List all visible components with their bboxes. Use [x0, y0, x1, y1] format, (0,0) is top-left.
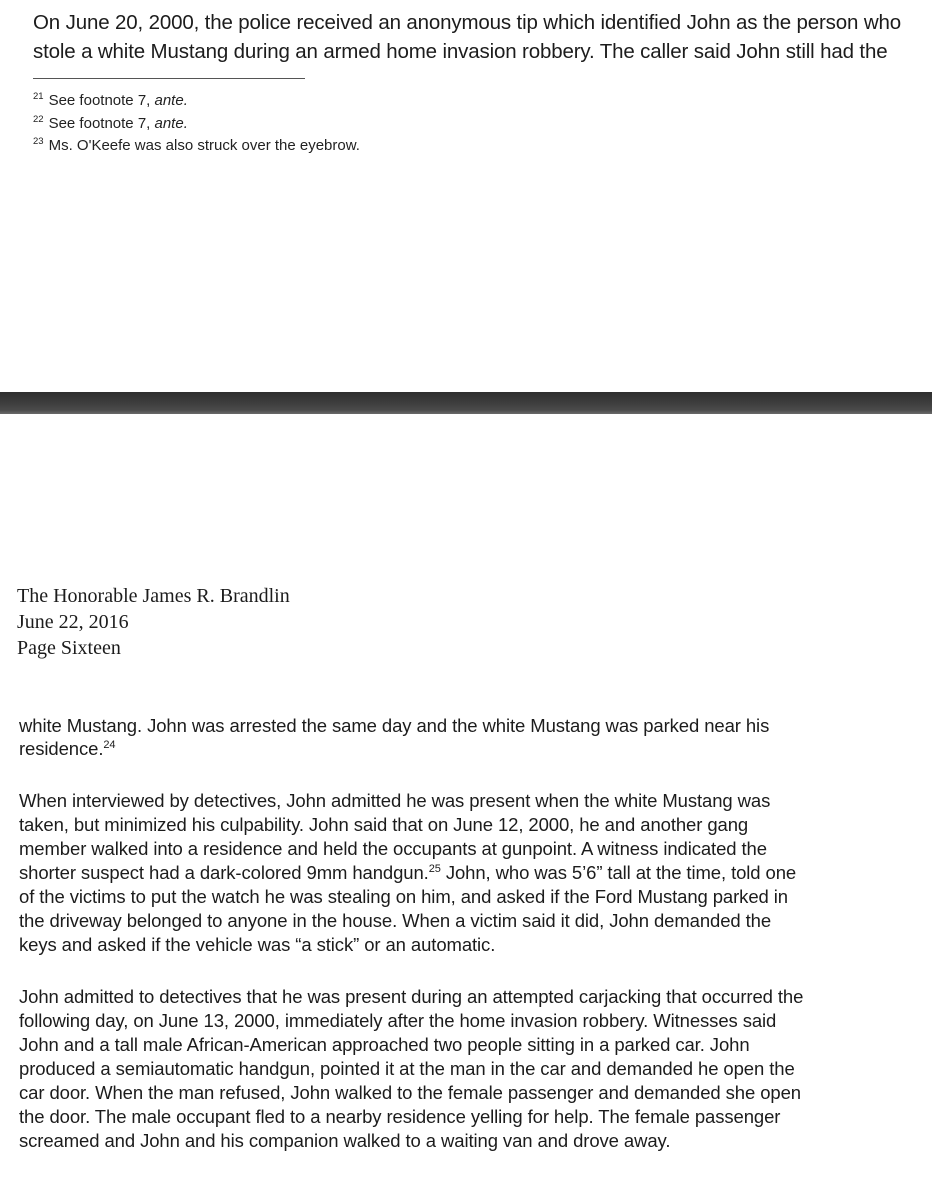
letter-page-number: Page Sixteen: [17, 637, 121, 659]
letter-addressee: The Honorable James R. Brandlin: [17, 585, 290, 607]
paragraph-line: John admitted to detectives that he was present during an attempted carjacking that occurred the: [19, 986, 804, 1007]
footnote-italic: ante.: [154, 115, 188, 132]
page-separator: [0, 392, 932, 414]
paragraph-line: John and a tall male African-American approached two people sitting in a parked car. John: [19, 1034, 750, 1055]
footnote-text: Ms. O'Keefe was also struck over the eyebrow.: [48, 137, 360, 154]
body-text-line: stole a white Mustang during an armed home invasion robbery. The caller said John still had the: [33, 40, 888, 63]
paragraph-line: [19, 738, 115, 760]
paragraph-text: residence.: [19, 738, 104, 759]
paragraph-line: of the victims to put the watch he was stealing on him, and asked if the Ford Mustang parked in: [19, 886, 788, 907]
document-page-bottom: [0, 414, 932, 1200]
paragraph-line: the door. The male occupant fled to a nearby residence yelling for help. The female passenger: [19, 1106, 781, 1127]
paragraph-line: following day, on June 13, 2000, immediately after the home invasion robbery. Witnesses said: [19, 1010, 777, 1031]
paragraph-line: member walked into a residence and held the occupants at gunpoint. A witness indicated the: [19, 838, 767, 859]
paragraph-line: the driveway belonged to anyone in the house. When a victim said it did, John demanded the: [19, 910, 772, 931]
footnote-number: 22: [33, 114, 44, 125]
footnote-text: See footnote 7,: [48, 92, 155, 109]
document-page-top: [0, 0, 932, 392]
footnote-italic: ante.: [154, 92, 188, 109]
paragraph-line: white Mustang. John was arrested the same day and the white Mustang was parked near his: [19, 715, 770, 736]
footnote-text: See footnote 7,: [48, 115, 155, 132]
paragraph-line: keys and asked if the vehicle was “a stick” or an automatic.: [19, 934, 496, 955]
paragraph-line: screamed and John and his companion walked to a waiting van and drove away.: [19, 1130, 671, 1151]
footnote-ref: 24: [103, 739, 116, 751]
letter-date: June 22, 2016: [17, 611, 129, 633]
body-text-line: On June 20, 2000, the police received an anonymous tip which identified John as the person who: [33, 11, 901, 34]
footnote-number: 21: [33, 91, 44, 102]
paragraph-line: taken, but minimized his culpability. John said that on June 12, 2000, he and another gang: [19, 814, 749, 835]
paragraph-text: shorter suspect had a dark-colored 9mm handgun.: [19, 862, 429, 883]
footnote-23: [33, 136, 360, 154]
paragraph-text: John, who was 5’6” tall at the time, told one: [440, 862, 797, 883]
footnote-22: [33, 114, 188, 132]
paragraph-line: When interviewed by detectives, John admitted he was present when the white Mustang was: [19, 790, 771, 811]
paragraph-line: car door. When the man refused, John walked to the female passenger and demanded she open: [19, 1082, 801, 1103]
footnote-ref: 25: [428, 863, 441, 875]
footnote-separator: [33, 78, 305, 79]
paragraph-line: produced a semiautomatic handgun, pointed it at the man in the car and demanded he open the: [19, 1058, 795, 1079]
paragraph-line: [19, 862, 796, 884]
footnote-21: [33, 91, 188, 109]
footnote-number: 23: [33, 136, 44, 147]
